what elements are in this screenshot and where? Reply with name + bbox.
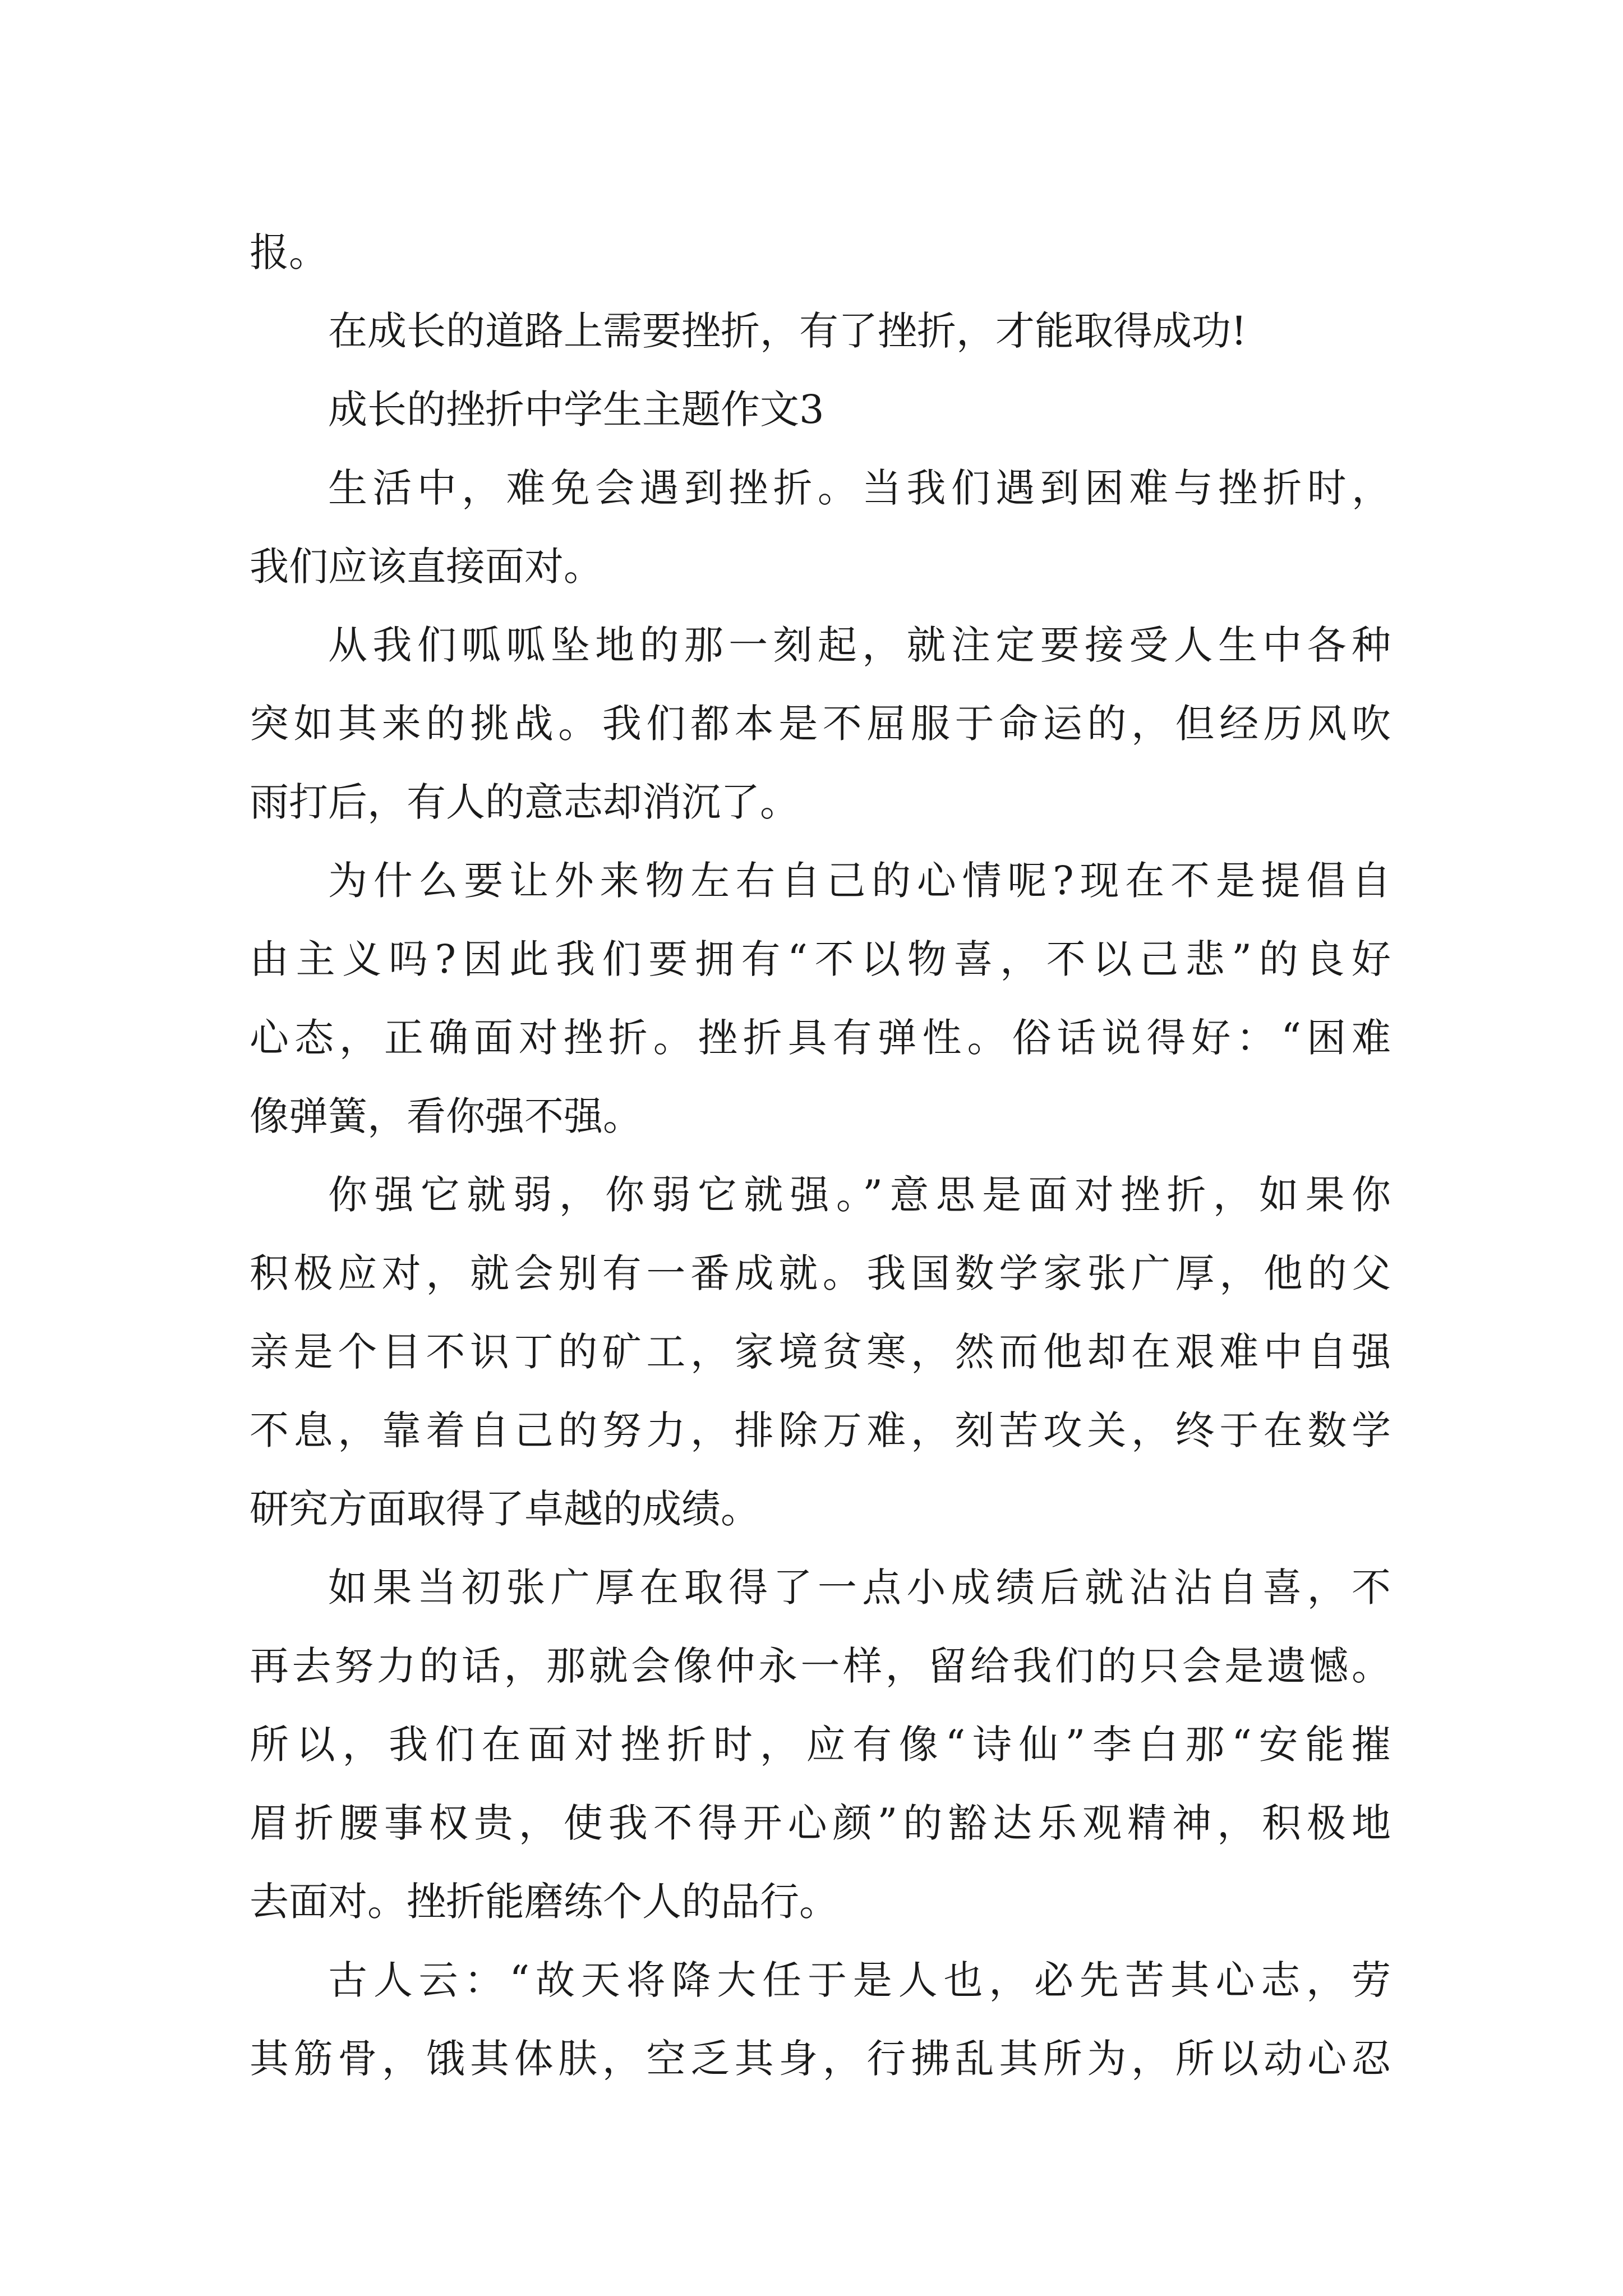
text-line: 由主义吗?因此我们要拥有“不以物喜，不以己悲”的良好 xyxy=(250,936,1391,982)
text-line: 为什么要让外来物左右自己的心情呢?现在不是提倡自 xyxy=(328,858,1391,904)
text-line: 古人云：“故天将降大任于是人也，必先苦其心志，劳 xyxy=(328,1957,1391,2003)
text-line: 亲是个目不识丁的矿工，家境贫寒，然而他却在艰难中自强 xyxy=(250,1329,1391,1375)
text-line: 生活中，难免会遇到挫折。当我们遇到困难与挫折时， xyxy=(328,465,1391,511)
text-line: 从我们呱呱坠地的那一刻起，就注定要接受人生中各种 xyxy=(328,622,1391,668)
text-line: 不息，靠着自己的努力，排除万难，刻苦攻关，终于在数学 xyxy=(250,1407,1391,1453)
text-line: 我们应该直接面对。 xyxy=(250,544,603,590)
text-line: 成长的挫折中学生主题作文3 xyxy=(328,386,824,432)
text-line: 研究方面取得了卓越的成绩。 xyxy=(250,1486,760,1532)
text-line: 报。 xyxy=(250,229,328,275)
text-line: 积极应对，就会别有一番成就。我国数学家张广厚，他的父 xyxy=(250,1250,1391,1296)
text-line: 雨打后，有人的意志却消沉了。 xyxy=(250,779,799,825)
text-line: 去面对。挫折能磨练个人的品行。 xyxy=(250,1879,838,1925)
text-line: 突如其来的挑战。我们都本是不屈服于命运的，但经历风吹 xyxy=(250,701,1391,747)
text-line: 再去努力的话，那就会像仲永一样，留给我们的只会是遗憾。 xyxy=(250,1643,1391,1689)
text-line: 你强它就弱，你弱它就强。”意思是面对挫折，如果你 xyxy=(328,1172,1391,1218)
text-line: 心态，正确面对挫折。挫折具有弹性。俗话说得好：“困难 xyxy=(250,1015,1391,1061)
text-line: 眉折腰事权贵，使我不得开心颜”的豁达乐观精神，积极地 xyxy=(250,1800,1391,1846)
text-line: 其筋骨，饿其体肤，空乏其身，行拂乱其所为，所以动心忍 xyxy=(250,2036,1391,2082)
text-line: 所以，我们在面对挫折时，应有像“诗仙”李白那“安能摧 xyxy=(250,1722,1391,1768)
text-line: 在成长的道路上需要挫折，有了挫折，才能取得成功! xyxy=(328,308,1247,354)
text-line: 像弹簧，看你强不强。 xyxy=(250,1093,642,1139)
text-line: 如果当初张广厚在取得了一点小成绩后就沾沾自喜，不 xyxy=(328,1565,1391,1611)
